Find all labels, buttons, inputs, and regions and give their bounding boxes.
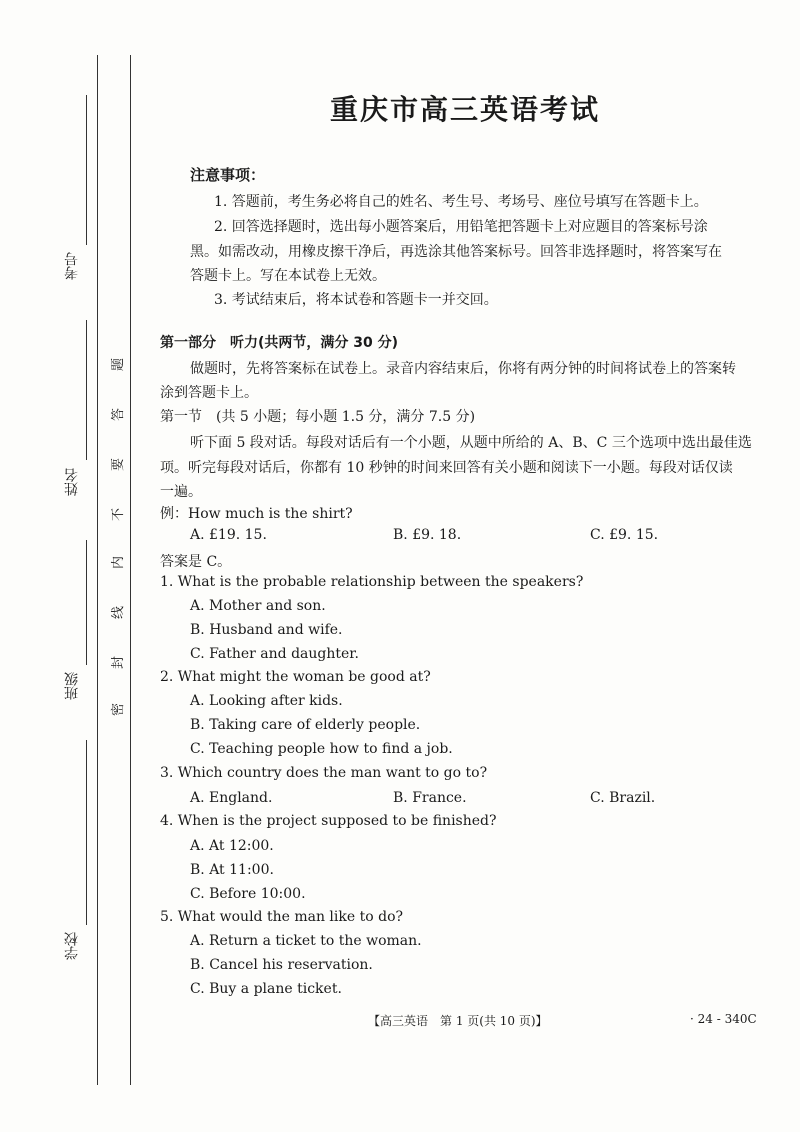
option: A. Looking after kids. <box>190 693 343 709</box>
paper-code: · 24 - 340C <box>690 1012 757 1026</box>
seal-char: 不 <box>111 507 127 522</box>
question: 1. What is the probable relationship between the speakers? <box>160 574 584 590</box>
question: 5. What would the man like to do? <box>160 909 403 925</box>
notes-heading: 注意事项： <box>190 166 266 184</box>
page-footer: 【高三英语 第 1 页(共 10 页)】 <box>368 1014 548 1028</box>
seal-char: 封 <box>111 655 127 670</box>
option: A. Return a ticket to the woman. <box>190 933 422 949</box>
field-label-school: 学校 <box>64 932 80 960</box>
field-label-exam-number: 考号 <box>64 252 80 280</box>
page-title: 重庆市高三英语考试 <box>330 93 601 126</box>
notes-line: 黑。如需改动，用橡皮擦干净后，再选涂其他答案标号。回答非选择题时，将答案写在 <box>190 244 722 260</box>
option: B. Husband and wife. <box>190 622 343 638</box>
question: 3. Which country does the man want to go to? <box>160 765 488 781</box>
option: A. At 12:00. <box>190 838 274 854</box>
option: C. Father and daughter. <box>190 646 359 662</box>
field-label-class: 班级 <box>64 672 80 700</box>
section-instruction: 项。听完每段对话后，你都有 10 秒钟的时间来回答有关小题和阅读下一小题。每段对话仅读 <box>160 460 733 476</box>
seal-char: 线 <box>111 605 127 620</box>
example-option-a: A. £19. 15. <box>190 527 267 543</box>
option: C. Buy a plane ticket. <box>190 981 342 997</box>
part-instruction: 涂到答题卡上。 <box>160 385 258 401</box>
field-line-school <box>86 740 87 925</box>
field-label-name: 姓名 <box>64 468 80 496</box>
notes-line: 答题卡上。写在本试卷上无效。 <box>190 268 386 284</box>
field-line-exam-number <box>86 95 87 245</box>
section-instruction: 听下面 5 段对话。每段对话后有一个小题，从题中所给的 A、B、C 三个选项中选出最佳选 <box>190 435 752 451</box>
notes-line: 1. 答题前，考生务必将自己的姓名、考生号、考场号、座位号填写在答题卡上。 <box>214 194 708 210</box>
margin-line-outer <box>97 55 98 1085</box>
option: C. Teaching people how to find a job. <box>190 741 453 757</box>
section-instruction: 一遍。 <box>160 484 202 500</box>
option: C. Brazil. <box>590 790 656 806</box>
part-heading: 第一部分 听力(共两节，满分 30 分) <box>160 335 399 351</box>
section-heading: 第一节 (共 5 小题；每小题 1.5 分，满分 7.5 分) <box>160 409 476 425</box>
seal-char: 题 <box>111 357 127 372</box>
seal-char: 内 <box>111 555 127 570</box>
part-instruction: 做题时，先将答案标在试卷上。录音内容结束后，你将有两分钟的时间将试卷上的答案转 <box>190 361 736 377</box>
example-question: 例：How much is the shirt? <box>160 506 353 522</box>
seal-char: 答 <box>111 407 127 422</box>
example-option-b: B. £9. 18. <box>393 527 462 543</box>
seal-char: 密 <box>111 702 127 717</box>
notes-line: 2. 回答选择题时，选出每小题答案后，用铅笔把答题卡上对应题目的答案标号涂 <box>214 219 708 235</box>
notes-line: 3. 考试结束后，将本试卷和答题卡一并交回。 <box>214 292 498 308</box>
option: C. Before 10:00. <box>190 886 306 902</box>
example-answer: 答案是 C。 <box>160 554 232 570</box>
option: A. Mother and son. <box>190 598 326 614</box>
option: B. France. <box>393 790 467 806</box>
option: B. At 11:00. <box>190 862 274 878</box>
field-line-class <box>86 540 87 665</box>
seal-char: 要 <box>111 457 127 472</box>
option: B. Cancel his reservation. <box>190 957 373 973</box>
question: 2. What might the woman be good at? <box>160 669 431 685</box>
field-line-name <box>86 320 87 460</box>
example-option-c: C. £9. 15. <box>590 527 659 543</box>
option: A. England. <box>190 790 273 806</box>
question: 4. When is the project supposed to be finished? <box>160 813 497 829</box>
option: B. Taking care of elderly people. <box>190 717 421 733</box>
margin-line-inner <box>130 55 131 1085</box>
